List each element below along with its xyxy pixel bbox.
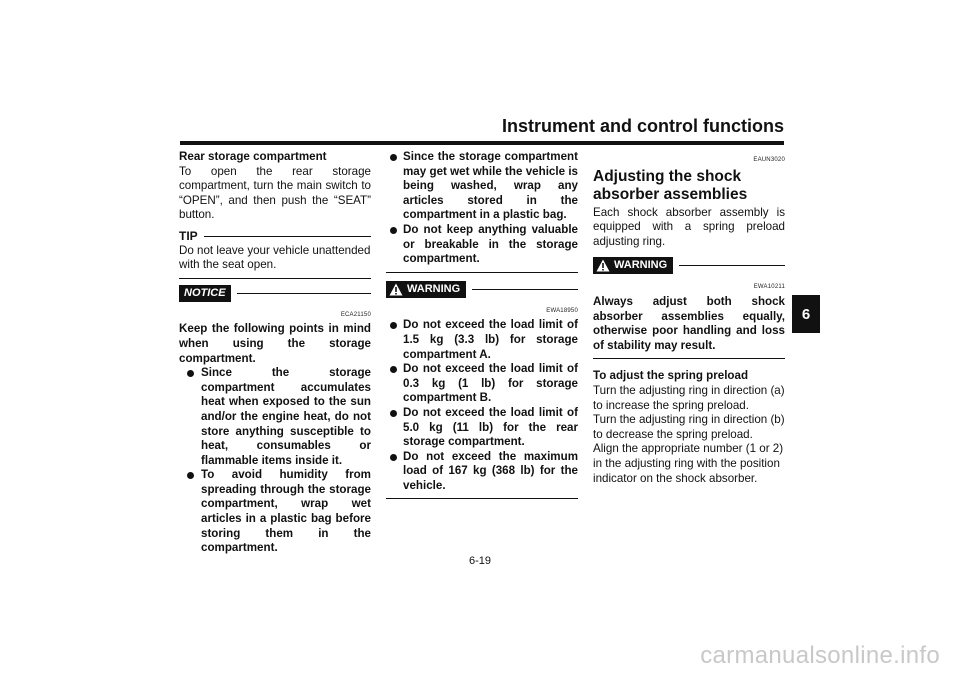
warning-code: EWA18950 xyxy=(546,307,578,314)
bullet-icon xyxy=(390,366,397,373)
column-1 xyxy=(179,150,371,556)
warning-header xyxy=(386,281,578,298)
page-number: 6-19 xyxy=(468,555,492,567)
instruction-text: Turn the adjusting ring in direction (a) to increase the spring preload. xyxy=(593,383,785,412)
section-code: EAUN3020 xyxy=(753,157,785,163)
warning-triangle-icon xyxy=(596,259,610,272)
subheading: To adjust the spring preload xyxy=(593,369,749,383)
warning-label: WARNING xyxy=(614,259,668,272)
notice-list-continued xyxy=(386,150,578,267)
notice-end-rule xyxy=(386,272,578,273)
header-rule xyxy=(180,141,784,145)
section-heading: Rear storage compartment xyxy=(179,150,327,163)
tip-text: Do not leave your vehicle unattended with the seat open. xyxy=(179,243,371,272)
list-item: Do not exceed the load limit of 1.5 kg (3.3 lb) for storage compartment A. xyxy=(386,318,578,362)
section-title: Adjusting the shock absorber assemblies xyxy=(593,167,748,203)
list-item: Do not keep anything valuable or breakable in the storage compartment. xyxy=(386,223,578,267)
list-item: To avoid humidity from spreading through the storage compartment, wrap wet articles in a plastic bag before storing them in the compartment. xyxy=(179,468,371,556)
notice-code: ECA21150 xyxy=(340,311,371,318)
warning-triangle-icon xyxy=(389,283,403,296)
list-item: Since the storage compartment accumulates heat when exposed to the sun and/or the engine heat, do not store anything susceptible to heat, consumables or flammable items inside it. xyxy=(179,366,371,468)
list-item: Since the storage compartment may get wet while the vehicle is being washed, wrap any articles stored in the compartment in a plastic bag. xyxy=(386,150,578,223)
warning-text: Always adjust both shock absorber assemblies equally, otherwise poor handling and loss of stability may result. xyxy=(593,294,785,352)
body-text: Each shock absorber assembly is equipped with a spring preload adjusting ring. xyxy=(593,205,785,248)
chapter-tab[interactable]: 6 xyxy=(792,295,820,333)
bullet-icon xyxy=(390,454,397,461)
page-header-title: Instrument and control functions xyxy=(502,116,784,136)
body-text: To open the rear storage compartment, turn the main switch to “OPEN”, and then push the “SEAT” button. xyxy=(179,164,371,222)
bullet-icon xyxy=(390,322,397,329)
watermark: carmanualsonline.info xyxy=(700,642,940,669)
warning-list xyxy=(386,318,578,493)
bullet-icon xyxy=(187,370,194,377)
bullet-icon xyxy=(390,410,397,417)
notice-rule xyxy=(237,293,371,294)
list-item: Do not exceed the load limit of 0.3 kg (1 lb) for storage compartment B. xyxy=(386,362,578,406)
tip-rule xyxy=(204,236,371,237)
bullet-icon xyxy=(390,154,397,161)
warning-header xyxy=(593,257,785,274)
tip-end-rule xyxy=(179,278,371,279)
column-2 xyxy=(386,150,578,505)
warning-badge xyxy=(386,281,466,298)
notice-list xyxy=(179,366,371,556)
warning-rule xyxy=(679,265,785,266)
bullet-icon xyxy=(390,227,397,234)
warning-code: EWA10211 xyxy=(753,284,785,291)
column-3 xyxy=(593,150,785,486)
notice-header xyxy=(179,285,371,302)
tip-header xyxy=(179,229,371,244)
bullet-icon xyxy=(187,472,194,479)
notice-intro: Keep the following points in mind when using the storage compartment. xyxy=(179,322,371,365)
warning-rule xyxy=(472,289,578,290)
warning-end-rule xyxy=(593,358,785,359)
tip-label: TIP xyxy=(179,228,198,243)
warning-badge xyxy=(593,257,673,274)
instruction-text: Turn the adjusting ring in direction (b) to decrease the spring preload. xyxy=(593,413,785,441)
list-item: Do not exceed the maximum load of 167 kg (368 lb) for the vehicle. xyxy=(386,450,578,494)
warning-end-rule xyxy=(386,498,578,499)
instruction-text: Align the appropriate number (1 or 2) in the adjusting ring with the position indicator on the shock absorber. xyxy=(593,442,784,485)
notice-badge: NOTICE xyxy=(179,285,231,302)
warning-label: WARNING xyxy=(407,282,461,295)
list-item: Do not exceed the load limit of 5.0 kg (11 lb) for the rear storage compartment. xyxy=(386,406,578,450)
